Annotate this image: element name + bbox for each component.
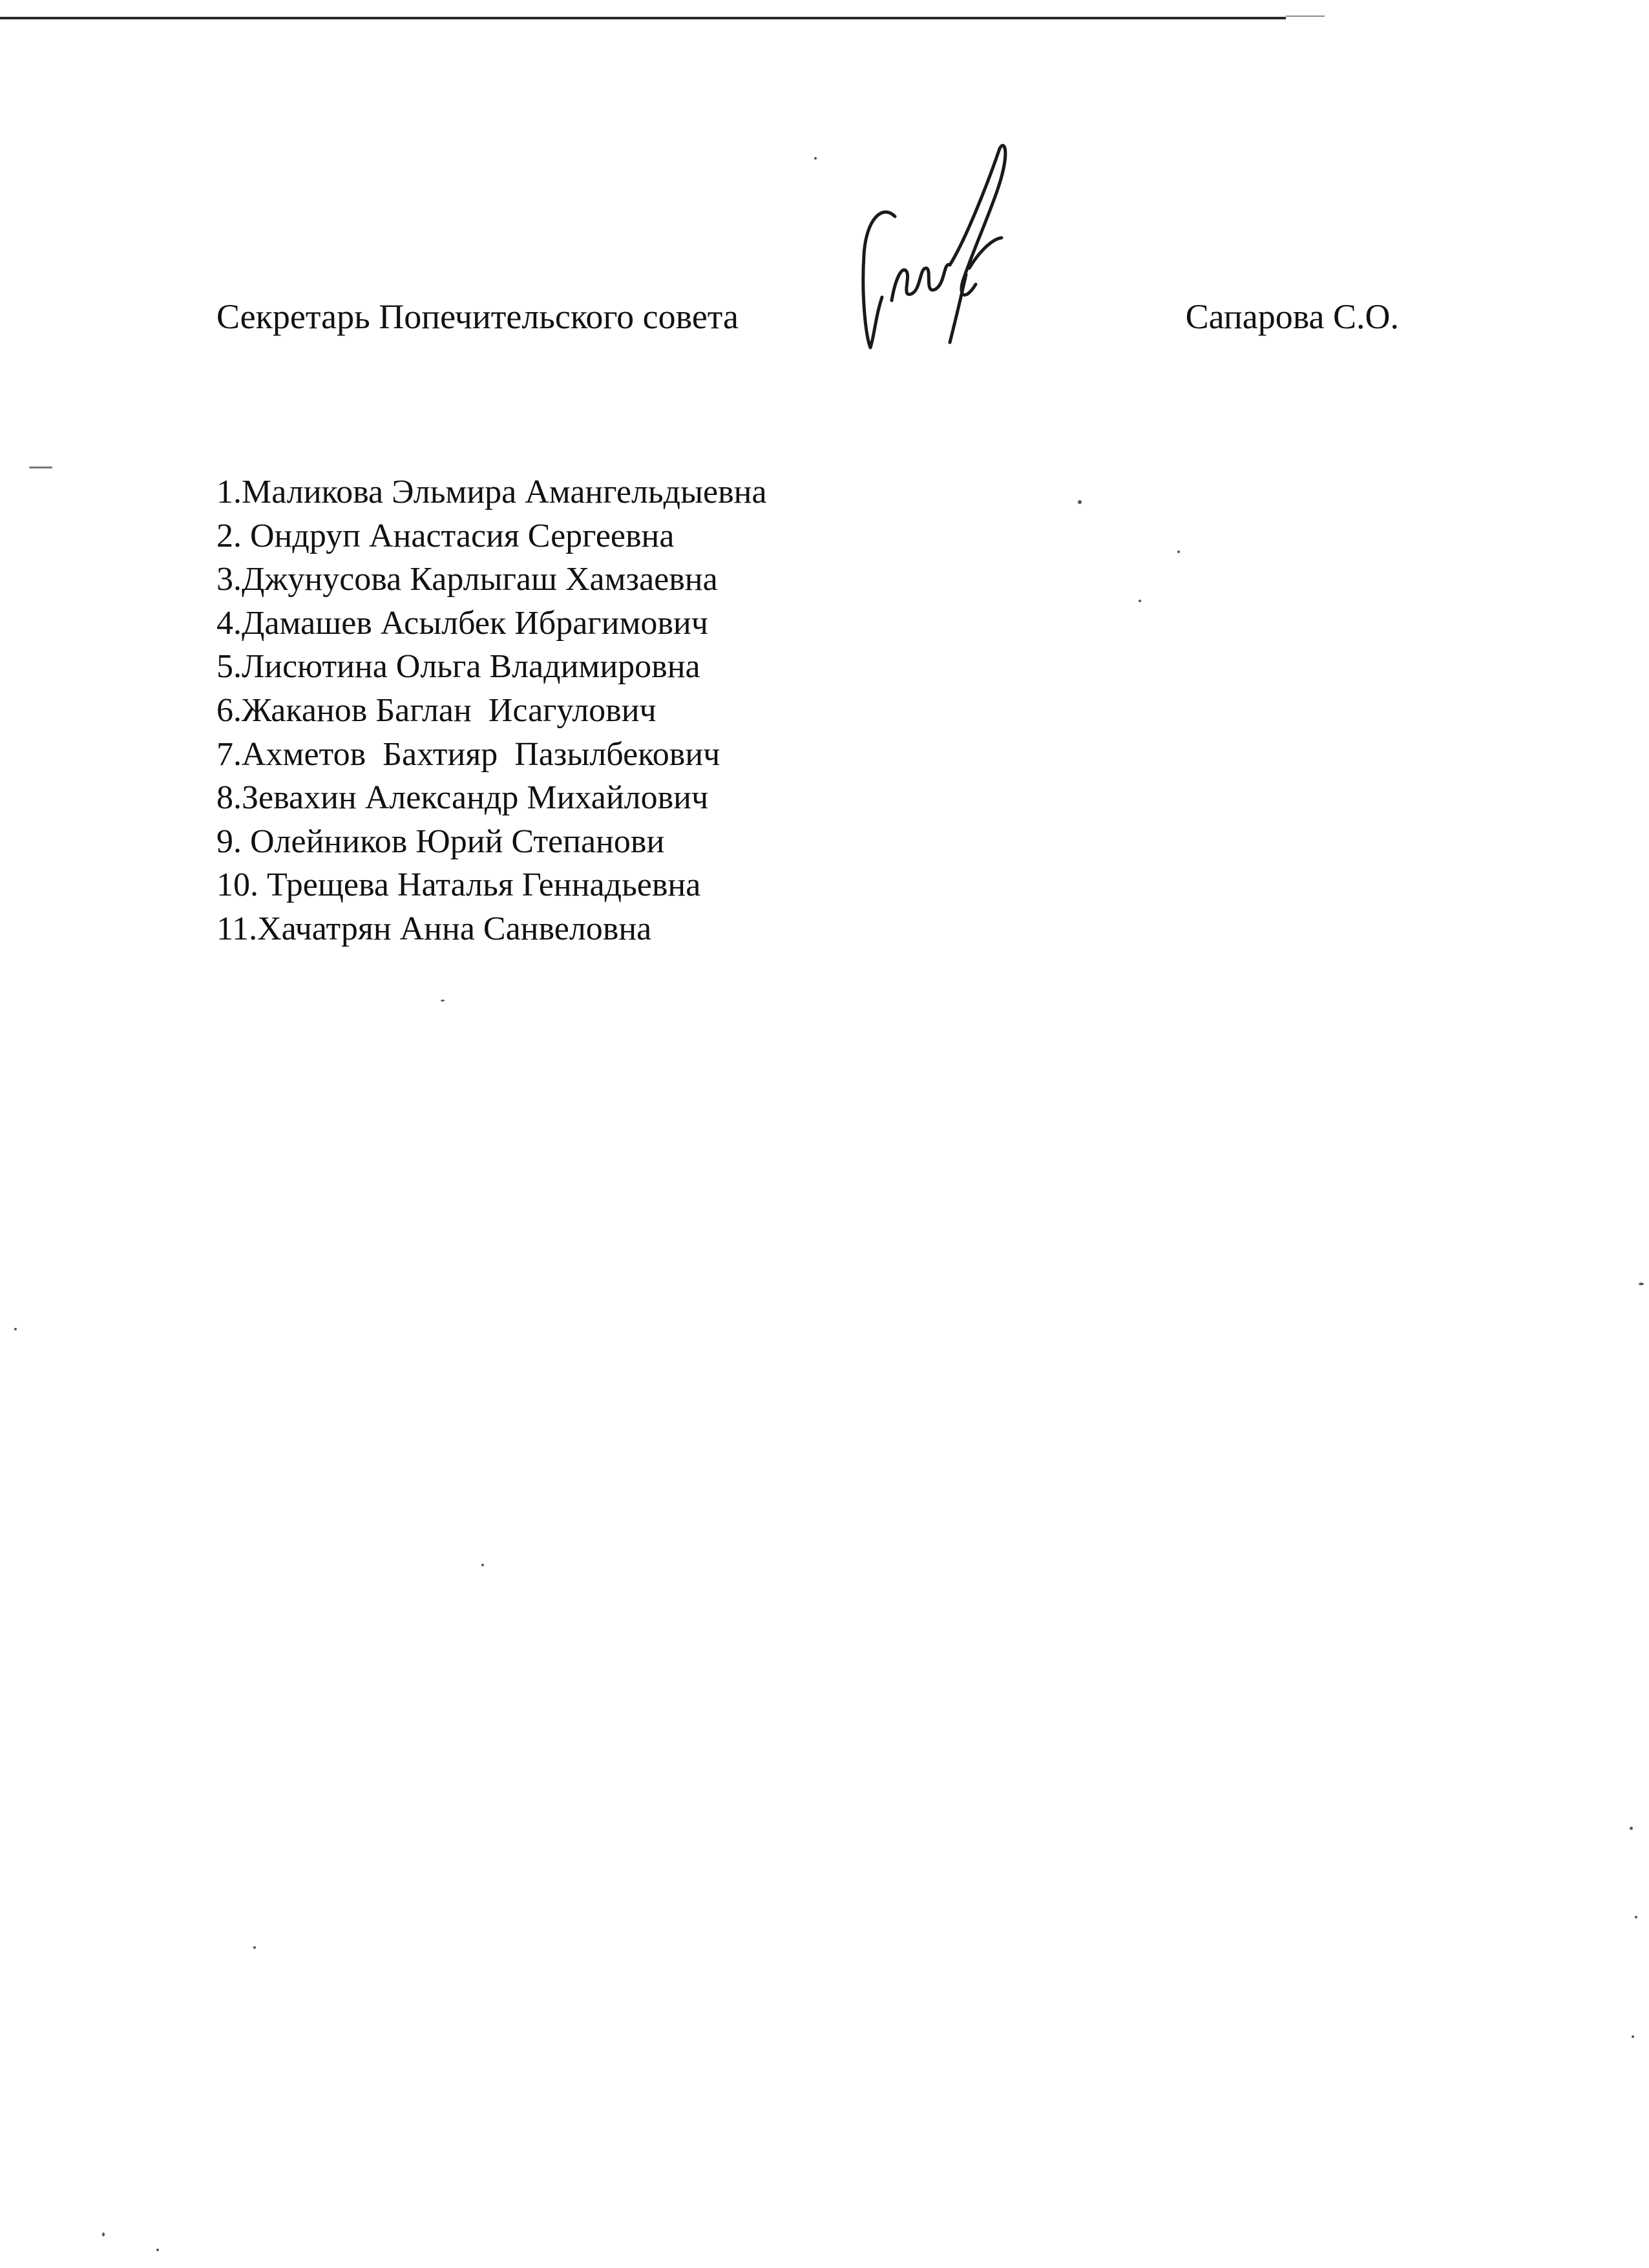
scan-speck: [1177, 551, 1180, 553]
scan-speck: [29, 467, 52, 468]
signer-name: Сапарова С.О.: [1185, 297, 1399, 336]
scan-speck: [1139, 600, 1141, 602]
scan-speck: [14, 1328, 17, 1330]
scan-speck: [156, 2249, 159, 2251]
member-list: [216, 470, 767, 951]
list-item: 8.Зевахин Александр Михайлович: [216, 779, 709, 817]
list-item: 11.Хачатрян Анна Санвеловна: [216, 910, 652, 947]
list-item: 6.Жаканов Баглан Исагулович: [216, 691, 656, 729]
scan-speck: [441, 1000, 445, 1002]
scan-speck: [1632, 2035, 1634, 2038]
scan-speck: [1078, 500, 1082, 504]
scan-speck: [102, 2232, 105, 2236]
list-item: 7.Ахметов Бахтияр Пазылбекович: [216, 735, 720, 773]
scan-speck: [1639, 1283, 1644, 1285]
signature-block: [216, 294, 1399, 339]
list-item: 10. Трещева Наталья Геннадьевна: [216, 866, 701, 904]
top-rule-tail: [1286, 16, 1325, 17]
scan-speck: [481, 1564, 484, 1566]
list-item: 2. Ондруп Анастасия Сергеевна: [216, 517, 675, 554]
signer-title: Секретарь Попечительского совета: [216, 297, 739, 336]
top-rule: [0, 17, 1286, 19]
scan-speck: [253, 1946, 256, 1949]
list-item: 3.Джунусова Карлыгаш Хамзаевна: [216, 561, 718, 598]
scan-speck: [1635, 1916, 1637, 1918]
list-item: 5.Лисютина Ольга Владимировна: [216, 648, 700, 686]
scan-speck: [1630, 1827, 1633, 1830]
list-item: 4.Дамашев Асылбек Ибрагимович: [216, 604, 708, 642]
scan-speck: [814, 157, 817, 160]
list-item: 1.Маликова Эльмира Амангельдыевна: [216, 474, 767, 510]
list-item: 9. Олейников Юрий Степанови: [216, 823, 665, 860]
